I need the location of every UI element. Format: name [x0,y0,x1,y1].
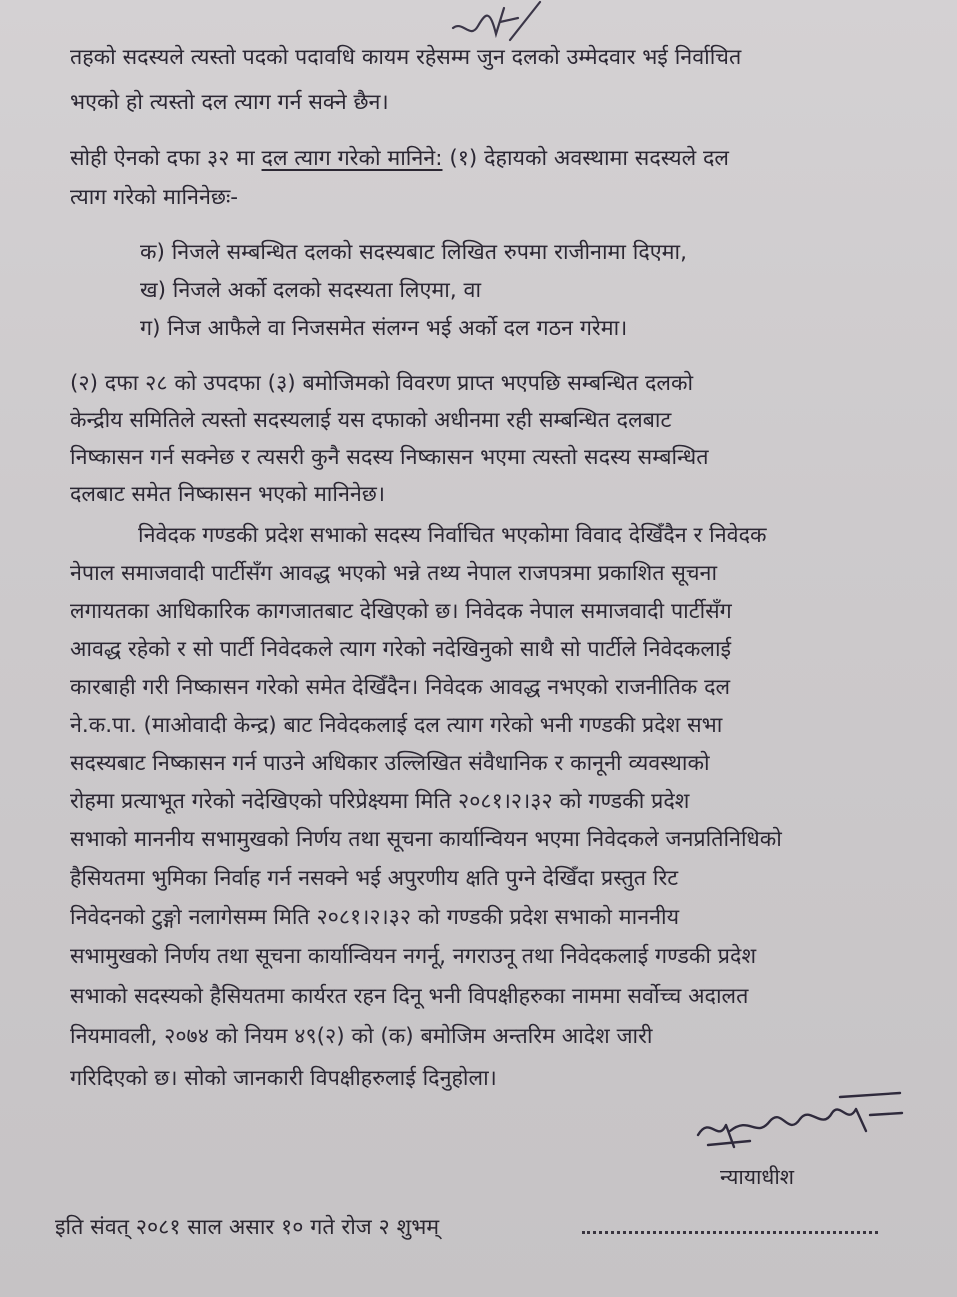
signature-label: न्यायाधीश [720,1165,795,1189]
text-segment: (१) देहायको अवस्थामा सदस्यले दल [449,146,729,171]
text-line: निवेदनको टुङ्गो नलागेसम्म मिति २०८१।२।३२ को गण्डकी प्रदेश सभाको माननीय [70,905,680,930]
text-line: सभाको सदस्यको हैसियतमा कार्यरत रहन दिनू भनी विपक्षीहरुका नाममा सर्वोच्च अदालत [70,984,749,1009]
text-line: नियमावली, २०७४ को नियम ४९(२) को (क) बमोजिम अन्तरिम आदेश जारी [70,1024,653,1049]
text-line: भएको हो त्यस्तो दल त्याग गर्न सक्ने छैन। [70,90,389,115]
text-line: दलबाट समेत निष्कासन भएको मानिनेछ। [70,482,386,507]
list-item: ग) निज आफैले वा निजसमेत संलग्न भई अर्को दल गठन गरेमा। [140,316,628,341]
list-item: ख) निजले अर्को दलको सदस्यता लिएमा, वा [140,278,482,303]
text-line: आवद्ध रहेको र सो पार्टी निवेदकले त्याग गरेको नदेखिनुको साथै सो पार्टीले निवेदकलाई [70,637,732,662]
text-line: निवेदक गण्डकी प्रदेश सभाको सदस्य निर्वाचित भएकोमा विवाद देखिँदैन र निवेदक [138,523,767,548]
text-line: कारबाही गरी निष्कासन गरेको समेत देखिँदैन। निवेदक आवद्ध नभएको राजनीतिक दल [70,675,731,700]
text-line: सभामुखको निर्णय तथा सूचना कार्यान्वियन नगर्नू, नगराउनू तथा निवेदकलाई गण्डकी प्रदेश [70,944,757,969]
section-heading: दल त्याग गरेको मानिने: [261,146,443,171]
text-line-with-heading [70,146,729,172]
text-line: गरिदिएको छ। सोको जानकारी विपक्षीहरुलाई दिनुहोला। [70,1066,497,1091]
date-line: इति संवत् २०८१ साल असार १० गते रोज २ शुभम् [55,1215,440,1240]
text-line: सभाको माननीय सभामुखको निर्णय तथा सूचना कार्यान्वियन भएमा निवेदकले जनप्रतिनिधिको [70,827,782,852]
judge-signature [690,1085,910,1160]
text-line: रोहमा प्रत्याभूत गरेको नदेखिएको परिप्रेक्ष्यमा मिति २०८१।२।३२ को गण्डकी प्रदेश [70,789,690,814]
text-line: तहको सदस्यले त्यस्तो पदको पदावधि कायम रहेसम्म जुन दलको उम्मेदवार भई निर्वाचित [70,45,742,70]
text-line: नेपाल समाजवादी पार्टीसँग आवद्ध भएको भन्ने तथ्य नेपाल राजपत्रमा प्रकाशित सूचना [70,561,718,586]
text-line: लगायतका आधिकारिक कागजातबाट देखिएको छ। निवेदक नेपाल समाजवादी पार्टीसँग [70,599,732,624]
dotted-rule [582,1231,878,1234]
text-line: सदस्यबाट निष्कासन गर्न पाउने अधिकार उल्लिखित संवैधानिक र कानूनी व्यवस्थाको [70,751,710,776]
text-segment: सोही ऐनको दफा ३२ मा [70,146,255,171]
text-line: (२) दफा २८ को उपदफा (३) बमोजिमको विवरण प्राप्त भएपछि सम्बन्धित दलको [70,371,694,396]
text-line: केन्द्रीय समितिले त्यस्तो सदस्यलाई यस दफाको अधीनमा रही सम्बन्धित दलबाट [70,408,672,433]
text-line: निष्कासन गर्न सक्नेछ र त्यसरी कुनै सदस्य निष्कासन भएमा त्यस्तो सदस्य सम्बन्धित [70,445,709,470]
text-line: त्याग गरेको मानिनेछः- [70,185,239,210]
list-item: क) निजले सम्बन्धित दलको सदस्यबाट लिखित रुपमा राजीनामा दिएमा, [140,240,687,265]
initials-mark [448,0,548,50]
text-line: हैसियतमा भुमिका निर्वाह गर्न नसक्ने भई अपुरणीय क्षति पुग्ने देखिँदा प्रस्तुत रिट [70,866,679,891]
text-line: ने.क.पा. (माओवादी केन्द्र) बाट निवेदकलाई दल त्याग गरेको भनी गण्डकी प्रदेश सभा [70,713,723,738]
